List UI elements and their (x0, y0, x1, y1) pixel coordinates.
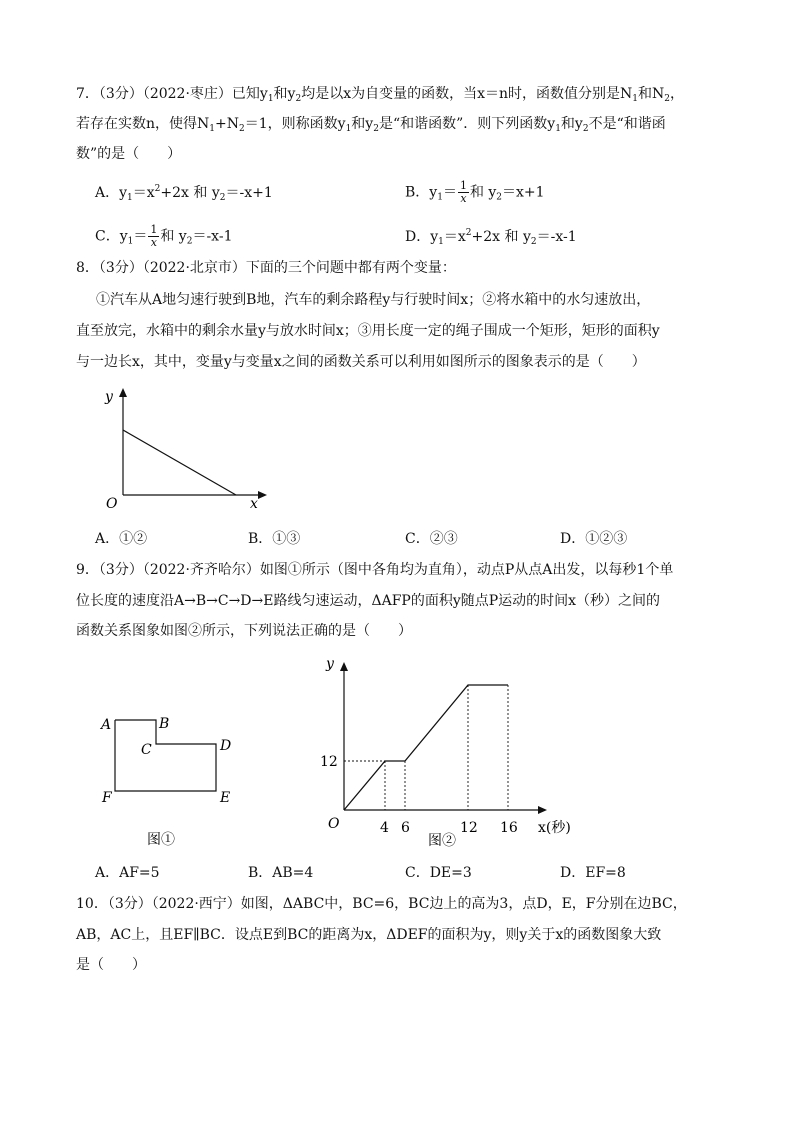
q7-option-c[interactable]: C．$y_1=$ $\frac{1}{x}$ 和 $y_2=-x-1$ (95, 223, 233, 249)
x-axis-arrow (538, 806, 547, 814)
q8-option-d[interactable]: D．①②③ (560, 531, 628, 547)
q9-line-3: 函数关系图象如图②所示，下列说法正确的是（ ） (76, 623, 412, 639)
q8-line-graph (95, 382, 275, 510)
q10-line-3: 是（ ） (76, 957, 146, 973)
q9-figure-1 (95, 710, 245, 855)
y-tick-12: 12 (320, 754, 338, 770)
point-c-label: C (141, 742, 152, 758)
q9-line-1: 9．（3分）（2022·齐齐哈尔）如图①所示（图中各角均为直角），动点P从点A出发，以每秒1个单 (76, 562, 674, 578)
figure-2-caption: 图② (428, 833, 456, 849)
y-label: y (105, 389, 113, 405)
q10-line-1: 10．（3分）（2022·西宁）如图，ΔABC中，BC=6，BC边上的高为3，点D，E，F分别在边BC， (76, 896, 687, 912)
x-tick-16: 16 (500, 820, 518, 836)
y-label: y (326, 656, 334, 672)
point-d-label: D (220, 738, 232, 754)
q8-line-3: 直至放完，水箱中的剩余水量y与放水时间x；③用长度一定的绳子围成一个矩形，矩形的面积y (76, 323, 660, 339)
q8-line-1: 8．（3分）（2022·北京市）下面的三个问题中都有两个变量： (76, 260, 456, 276)
q7-option-a[interactable]: A．$y_1=x^2+2x$ 和 $y_2=-x+1$ (95, 184, 273, 203)
q7-option-d[interactable]: D．$y_1=x^2+2x$ 和 $y_2=-x-1$ (405, 228, 577, 247)
q9-figure-2-graph (300, 652, 600, 852)
x-tick-12: 12 (460, 820, 478, 836)
point-f-label: F (102, 790, 112, 806)
x-label: x(秒) (538, 820, 571, 836)
q8-option-b[interactable]: B．①③ (248, 531, 301, 547)
decreasing-line (123, 430, 236, 495)
point-a-label: A (101, 717, 112, 733)
fraction-1-over-x: $\frac{1}{x}$ (459, 179, 467, 205)
q9-option-b[interactable]: B．AB=4 (248, 865, 314, 881)
y-axis-arrow (119, 388, 127, 397)
origin-label: O (106, 496, 118, 510)
x-label: x (250, 496, 258, 510)
x-tick-6: 6 (401, 820, 410, 836)
q8-option-a[interactable]: A．①② (95, 531, 148, 547)
q8-line-2: ①汽车从A地匀速行驶到B地，汽车的剩余路程y与行驶时间x；②将水箱中的水匀速放出， (96, 292, 651, 308)
q9-option-c[interactable]: C．DE=3 (405, 865, 472, 881)
q7-line-2: 若存在实数n，使得$N_1+N_2=1$，则称函数$y_1$和$y_2$是“和谐函数”．则下列函数$y_1$和$y_2$不是“和谐函 (76, 116, 666, 134)
fraction-1-over-x: $\frac{1}{x}$ (150, 223, 158, 249)
q7-option-b[interactable]: B．$y_1=$ $\frac{1}{x}$ 和 $y_2=x+1$ (405, 179, 545, 205)
q10-line-2: AB，AC上，且EF∥BC．设点E到BC的距离为x，ΔDEF的面积为y，则y关于x的函数图象大致 (76, 927, 662, 943)
q9-line-2: 位长度的速度沿A→B→C→D→E路线匀速运动，ΔAFP的面积y随点P运动的时间x（秒）之间的 (76, 593, 661, 609)
y-axis-arrow (340, 662, 348, 671)
q7-line-1: 7．（3分）（2022·枣庄）已知$y_1$和$y_2$均是以x为自变量的函数，当x＝n时，函数值分别是$N_1$和$N_2$， (76, 86, 684, 104)
x-axis-arrow (258, 491, 267, 499)
q7-line-3: 数”的是（ ） (76, 146, 182, 162)
q9-option-d[interactable]: D．EF=8 (560, 865, 626, 881)
x-tick-4: 4 (380, 820, 389, 836)
point-b-label: B (159, 716, 170, 732)
piecewise-graph-line (344, 685, 508, 810)
point-e-label: E (220, 790, 231, 806)
origin-label: O (328, 816, 340, 832)
figure-1-caption: 图① (147, 832, 175, 848)
q8-line-4: 与一边长x，其中，变量y与变量x之间的函数关系可以利用如图所示的图象表示的是（ ） (76, 354, 646, 370)
q9-option-a[interactable]: A．AF=5 (95, 865, 160, 881)
q8-option-c[interactable]: C．②③ (405, 531, 458, 547)
